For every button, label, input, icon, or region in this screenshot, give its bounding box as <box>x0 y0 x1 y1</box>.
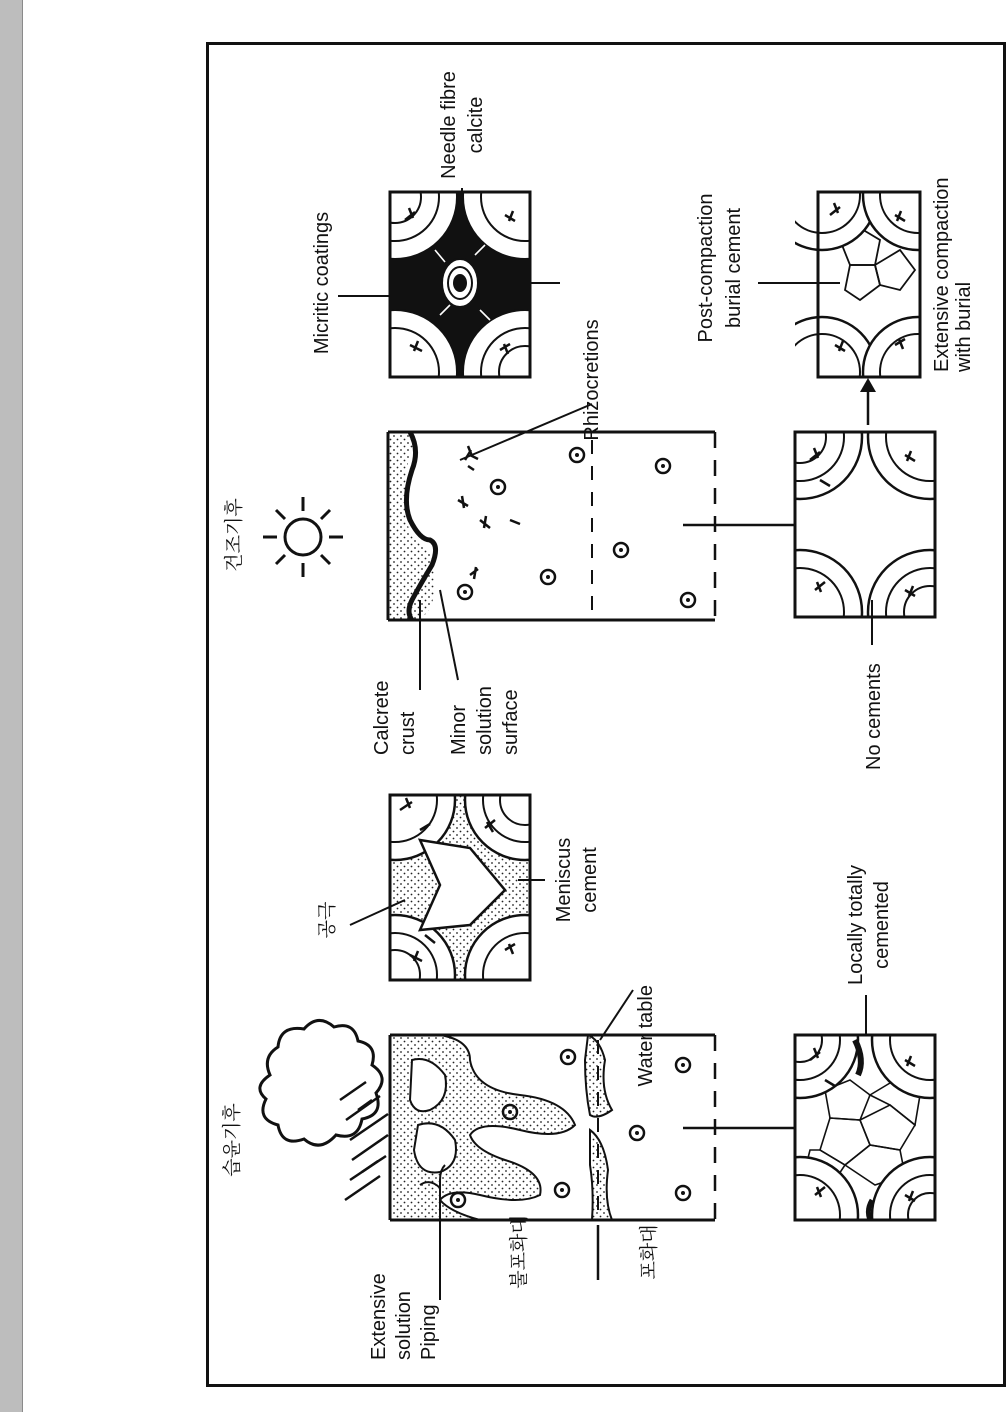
svg-text:Piping: Piping <box>418 1304 440 1360</box>
phreatic-zone-label: 포화대 <box>638 1224 660 1280</box>
no-cements-label <box>863 600 885 770</box>
svg-text:Extensive compaction: Extensive compaction <box>931 177 953 372</box>
svg-text:Locally totally: Locally totally <box>845 864 867 986</box>
svg-text:Meniscus: Meniscus <box>553 837 575 923</box>
svg-text:crust: crust <box>397 711 419 755</box>
arid-soil-column <box>388 432 715 620</box>
svg-text:Water table: Water table <box>635 985 657 1087</box>
locally-cemented-label <box>845 865 893 1036</box>
svg-text:surface: surface <box>500 689 522 755</box>
svg-text:Calcrete: Calcrete <box>371 680 393 755</box>
rain-cloud-icon <box>260 1020 388 1200</box>
svg-text:burial cement: burial cement <box>723 207 745 329</box>
svg-text:calcite: calcite <box>465 96 487 154</box>
svg-text:Micritic coatings: Micritic coatings <box>311 211 333 355</box>
arid-climate-group <box>223 71 992 770</box>
svg-text:No cements: No cements <box>863 663 885 770</box>
humid-climate-group <box>221 740 988 1360</box>
svg-text:Needle fibre: Needle fibre <box>438 71 460 179</box>
minor-solution-label <box>440 590 522 755</box>
svg-text:cement: cement <box>579 847 601 913</box>
svg-text:with burial: with burial <box>953 281 975 372</box>
sun-icon <box>263 497 343 577</box>
calcrete-label <box>371 600 420 755</box>
svg-text:Minor: Minor <box>448 704 470 755</box>
compaction-arrow-icon <box>860 378 876 425</box>
svg-text:Post-compaction: Post-compaction <box>695 193 717 343</box>
void-label: 공극 <box>316 901 338 939</box>
svg-text:solution: solution <box>393 1291 415 1360</box>
humid-soil-column <box>390 1035 715 1220</box>
arid-climate-label: 건조기후 <box>223 498 245 572</box>
svg-text:Rhizocretions: Rhizocretions <box>581 319 603 441</box>
micritic-coatings-box <box>333 135 587 434</box>
svg-text:solution: solution <box>474 686 496 755</box>
vadose-zone-label: 불포화대 <box>508 1215 530 1289</box>
humid-climate-label: 습윤기후 <box>221 1103 243 1177</box>
meniscus-cement-box <box>335 740 585 1035</box>
svg-text:Extensive: Extensive <box>368 1273 390 1360</box>
svg-text:cemented: cemented <box>871 881 893 969</box>
